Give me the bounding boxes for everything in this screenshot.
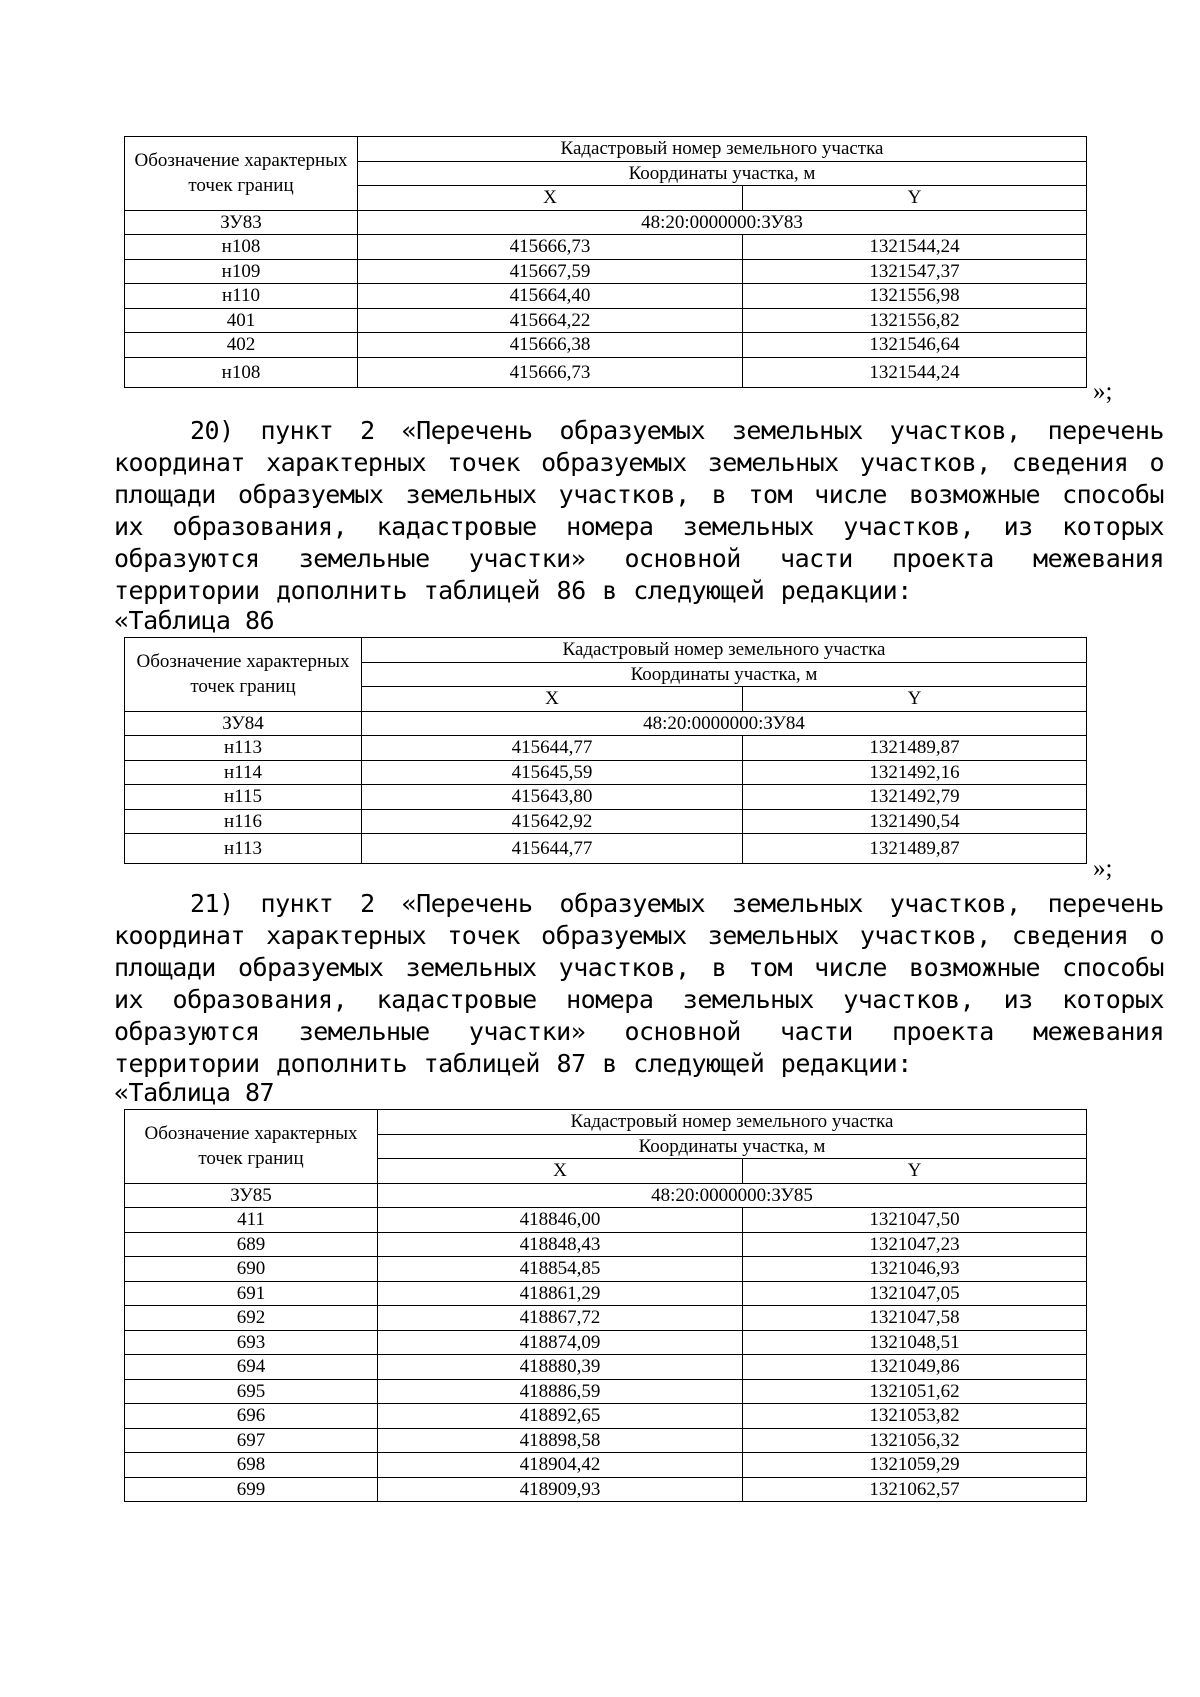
point-cell: н113 <box>125 736 362 761</box>
x-cell: 418909,93 <box>378 1477 743 1502</box>
table-body <box>125 137 1087 388</box>
point-cell: 697 <box>125 1428 378 1453</box>
table-row <box>125 137 1087 162</box>
table-row <box>125 834 1087 864</box>
table-87-caption: «Таблица 87 <box>114 1078 275 1107</box>
cadastral-header: Кадастровый номер земельного участка <box>362 638 1087 663</box>
plot-label-cell: ЗУ85 <box>125 1183 378 1208</box>
x-cell: 415666,38 <box>358 333 743 358</box>
cadastral-header: Кадастровый номер земельного участка <box>358 137 1087 162</box>
x-cell: 418848,43 <box>378 1232 743 1257</box>
point-cell: н108 <box>125 235 358 260</box>
point-cell: 698 <box>125 1453 378 1478</box>
table-row <box>125 1477 1087 1502</box>
coords-header: Координаты участка, м <box>362 662 1087 687</box>
x-cell: 418861,29 <box>378 1281 743 1306</box>
y-cell: 1321492,79 <box>743 785 1087 810</box>
y-cell: 1321056,32 <box>743 1428 1087 1453</box>
table-row <box>125 711 1087 736</box>
points-header: Обозначение характерных точек границ <box>125 137 358 211</box>
x-header: X <box>362 687 743 712</box>
closing-quote: »; <box>1093 378 1113 405</box>
x-cell: 418874,09 <box>378 1330 743 1355</box>
x-cell: 415643,80 <box>362 785 743 810</box>
table-row <box>125 1379 1087 1404</box>
paragraph-21-text: 21) пункт 2 «Перечень образуемых земельных участков, перечень координат характерных точек образуемых земельных участков, сведения о площади образуемых земельных участков, в том числе возможные способы их образования, кадастровые номера земельных участков, из которых образуются земельные участки» основной части проекта межевания территории дополнить таблицей 87 в следующей редакции: <box>114 889 1164 1078</box>
paragraph-20-text: 20) пункт 2 «Перечень образуемых земельных участков, перечень координат характерных точек образуемых земельных участков, сведения о площади образуемых земельных участков, в том числе возможные способы их образования, кадастровые номера земельных участков, из которых образуются земельные участки» основной части проекта межевания территории дополнить таблицей 86 в следующей редакции: <box>114 416 1164 605</box>
y-cell: 1321047,23 <box>743 1232 1087 1257</box>
y-cell: 1321049,86 <box>743 1355 1087 1380</box>
y-cell: 1321047,58 <box>743 1306 1087 1331</box>
table-row <box>125 1208 1087 1233</box>
y-cell: 1321489,87 <box>743 736 1087 761</box>
table-row <box>125 1404 1087 1429</box>
table-row <box>125 259 1087 284</box>
x-cell: 418854,85 <box>378 1257 743 1282</box>
paragraph-21 <box>114 888 1164 1080</box>
y-cell: 1321048,51 <box>743 1330 1087 1355</box>
x-cell: 415664,40 <box>358 284 743 309</box>
point-cell: н110 <box>125 284 358 309</box>
point-cell: н116 <box>125 809 362 834</box>
y-cell: 1321059,29 <box>743 1453 1087 1478</box>
point-cell: 696 <box>125 1404 378 1429</box>
point-cell: н108 <box>125 357 358 387</box>
table-row <box>125 235 1087 260</box>
table-row <box>125 638 1087 663</box>
point-cell: 691 <box>125 1281 378 1306</box>
y-cell: 1321492,16 <box>743 760 1087 785</box>
table-row <box>125 284 1087 309</box>
x-cell: 415642,92 <box>362 809 743 834</box>
x-header: X <box>378 1159 743 1184</box>
table-row <box>125 1281 1087 1306</box>
x-cell: 415666,73 <box>358 235 743 260</box>
y-cell: 1321546,64 <box>743 333 1087 358</box>
y-cell: 1321544,24 <box>743 357 1087 387</box>
table-body <box>125 1110 1087 1502</box>
table-row <box>125 1232 1087 1257</box>
table-86-caption: «Таблица 86 <box>114 606 275 635</box>
y-cell: 1321046,93 <box>743 1257 1087 1282</box>
point-cell: н109 <box>125 259 358 284</box>
x-cell: 418886,59 <box>378 1379 743 1404</box>
cadastral-number-cell: 48:20:0000000:ЗУ84 <box>362 711 1087 736</box>
y-cell: 1321053,82 <box>743 1404 1087 1429</box>
points-header: Обозначение характерных точек границ <box>125 638 362 712</box>
table-row <box>125 357 1087 387</box>
point-cell: 692 <box>125 1306 378 1331</box>
y-cell: 1321489,87 <box>743 834 1087 864</box>
y-header: Y <box>743 1159 1087 1184</box>
table-row <box>125 1183 1087 1208</box>
points-header: Обозначение характерных точек границ <box>125 1110 378 1184</box>
x-cell: 415666,73 <box>358 357 743 387</box>
y-cell: 1321556,82 <box>743 308 1087 333</box>
y-cell: 1321490,54 <box>743 809 1087 834</box>
coordinates-table-zu83 <box>124 136 1087 388</box>
table-row <box>125 1453 1087 1478</box>
table-row <box>125 1330 1087 1355</box>
y-cell: 1321047,50 <box>743 1208 1087 1233</box>
x-cell: 415645,59 <box>362 760 743 785</box>
table-row <box>125 308 1087 333</box>
table-row <box>125 210 1087 235</box>
x-cell: 418898,58 <box>378 1428 743 1453</box>
table-row <box>125 736 1087 761</box>
point-cell: 693 <box>125 1330 378 1355</box>
table-row <box>125 1428 1087 1453</box>
x-cell: 415644,77 <box>362 736 743 761</box>
point-cell: 695 <box>125 1379 378 1404</box>
x-cell: 418904,42 <box>378 1453 743 1478</box>
point-cell: 411 <box>125 1208 378 1233</box>
table-row <box>125 1257 1087 1282</box>
x-cell: 418867,72 <box>378 1306 743 1331</box>
coords-header: Координаты участка, м <box>358 161 1087 186</box>
table-row <box>125 1306 1087 1331</box>
cadastral-number-cell: 48:20:0000000:ЗУ85 <box>378 1183 1087 1208</box>
cadastral-header: Кадастровый номер земельного участка <box>378 1110 1087 1135</box>
x-header: X <box>358 186 743 211</box>
y-cell: 1321051,62 <box>743 1379 1087 1404</box>
table-row <box>125 809 1087 834</box>
y-header: Y <box>743 687 1087 712</box>
closing-quote: »; <box>1093 855 1113 882</box>
paragraph-20 <box>114 415 1164 607</box>
point-cell: 689 <box>125 1232 378 1257</box>
cadastral-number-cell: 48:20:0000000:ЗУ83 <box>358 210 1087 235</box>
coordinates-table-zu84 <box>124 637 1087 864</box>
x-cell: 415644,77 <box>362 834 743 864</box>
x-cell: 415667,59 <box>358 259 743 284</box>
coordinates-table-zu85 <box>124 1109 1087 1502</box>
table-row <box>125 333 1087 358</box>
plot-label-cell: ЗУ84 <box>125 711 362 736</box>
y-header: Y <box>743 186 1087 211</box>
x-cell: 418892,65 <box>378 1404 743 1429</box>
table-row <box>125 760 1087 785</box>
table-row <box>125 1355 1087 1380</box>
y-cell: 1321062,57 <box>743 1477 1087 1502</box>
y-cell: 1321047,05 <box>743 1281 1087 1306</box>
table-row <box>125 1110 1087 1135</box>
point-cell: 694 <box>125 1355 378 1380</box>
point-cell: н114 <box>125 760 362 785</box>
point-cell: 690 <box>125 1257 378 1282</box>
y-cell: 1321544,24 <box>743 235 1087 260</box>
point-cell: 699 <box>125 1477 378 1502</box>
table-body <box>125 638 1087 864</box>
plot-label-cell: ЗУ83 <box>125 210 358 235</box>
y-cell: 1321547,37 <box>743 259 1087 284</box>
point-cell: н115 <box>125 785 362 810</box>
point-cell: н113 <box>125 834 362 864</box>
x-cell: 418880,39 <box>378 1355 743 1380</box>
y-cell: 1321556,98 <box>743 284 1087 309</box>
point-cell: 401 <box>125 308 358 333</box>
table-row <box>125 785 1087 810</box>
x-cell: 418846,00 <box>378 1208 743 1233</box>
point-cell: 402 <box>125 333 358 358</box>
coords-header: Координаты участка, м <box>378 1134 1087 1159</box>
x-cell: 415664,22 <box>358 308 743 333</box>
